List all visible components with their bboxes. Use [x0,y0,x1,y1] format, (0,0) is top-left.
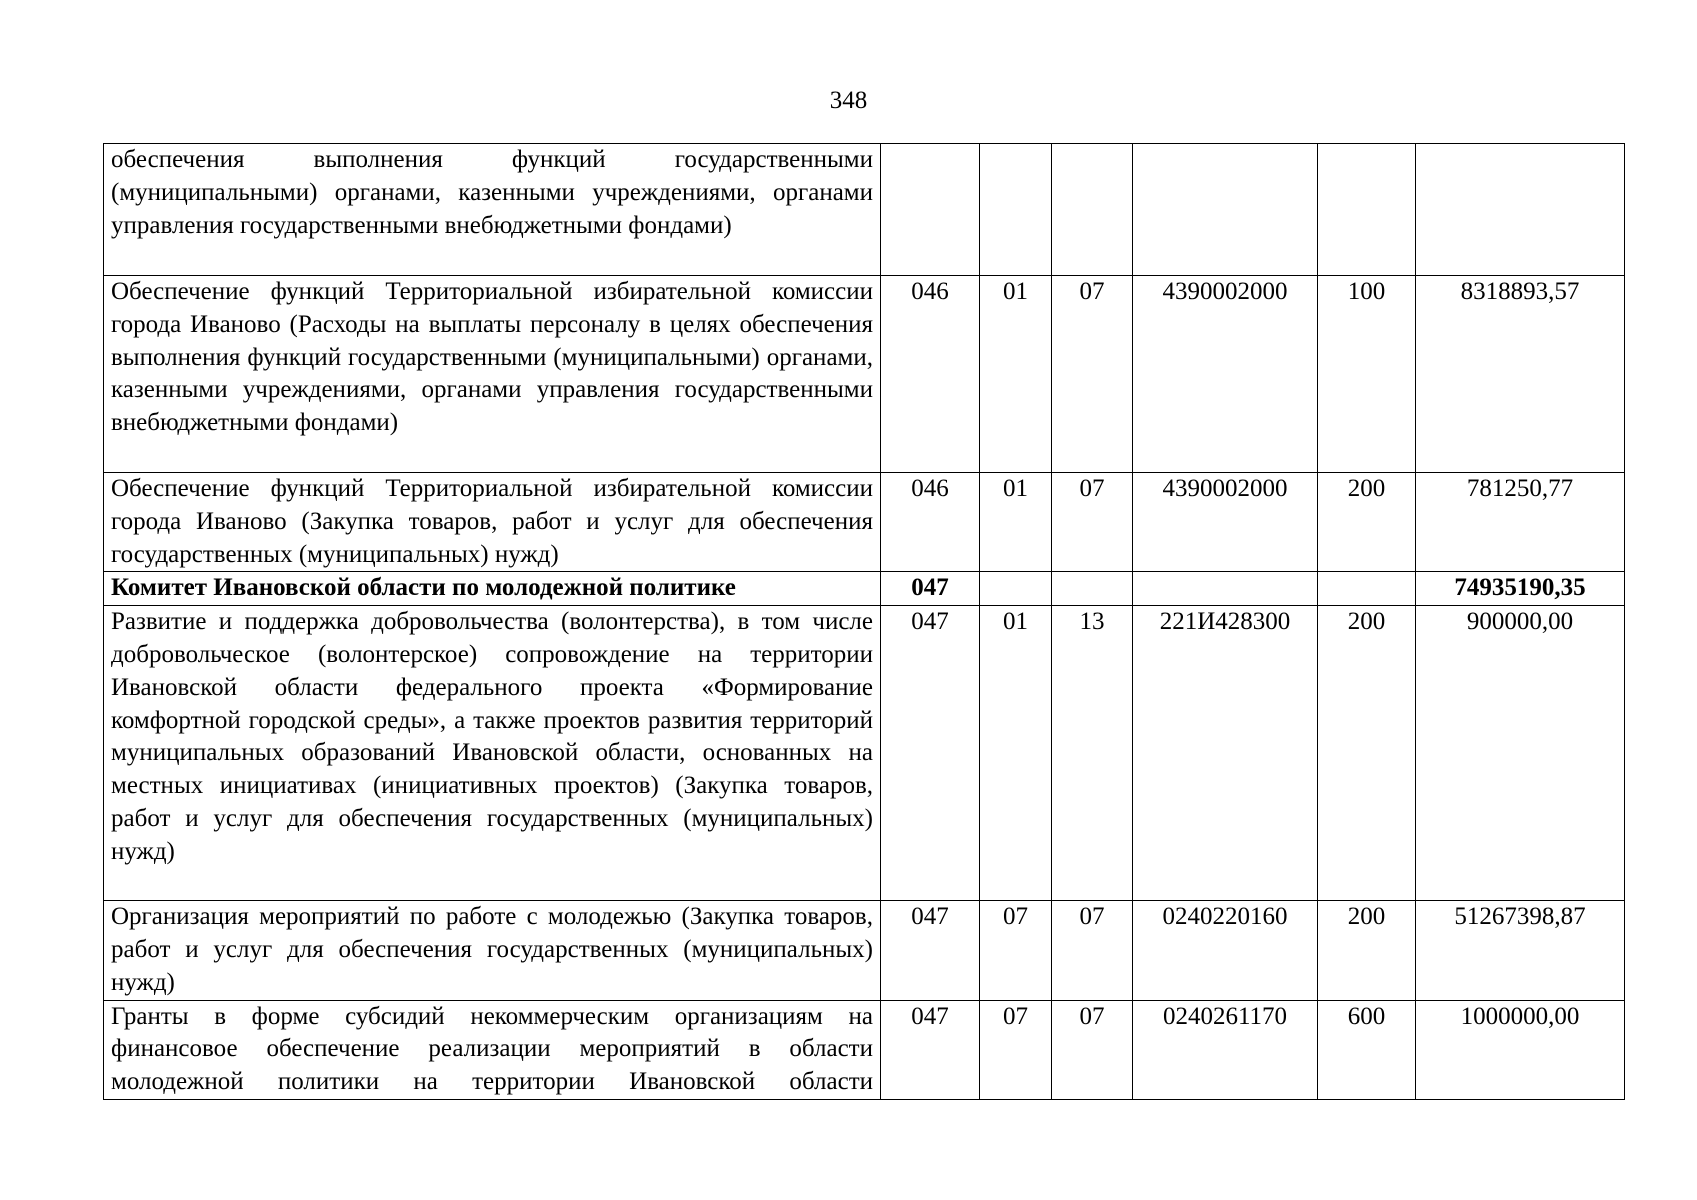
expense-type-code: 200 [1318,606,1416,901]
subsection-code: 07 [1052,1000,1133,1099]
target-code: 4390002000 [1133,473,1318,572]
amount: 74935190,35 [1416,572,1625,606]
row-description: Обеспечение функций Территориальной избирательной комиссии города Иваново (Расходы на выплаты персоналу в целях обеспечения выполнения функций государственными (муниципальными) органами, казенными учреждениями, органами управления государственными внебюджетными фондами) [104,276,881,473]
row-description: Развитие и поддержка добровольчества (волонтерства), в том числе добровольческое (волонтерское) сопровождение на территории Ивановской области федерального проекта «Формирование комфортной городской среды», а также проектов развития территорий муниципальных образований Ивановской области, основанных на местных инициативах (инициативных проектов) (Закупка товаров, работ и услуг для обеспечения государственных (муниципальных) нужд) [104,606,881,901]
target-code: 0240261170 [1133,1000,1318,1099]
amount [1416,144,1625,276]
subsection-code [1052,572,1133,606]
section-code: 01 [980,606,1052,901]
table-row [104,473,1625,572]
budget-table [103,143,1625,1100]
amount: 900000,00 [1416,606,1625,901]
ministry-code: 047 [881,606,980,901]
amount: 8318893,57 [1416,276,1625,473]
target-code: 221И428300 [1133,606,1318,901]
row-description: обеспечения выполнения функций государственными (муниципальными) органами, казенными учреждениями, органами управления государственными внебюджетными фондами) [104,144,881,276]
table-row [104,1000,1625,1099]
table-row [104,276,1625,473]
ministry-code [881,144,980,276]
target-code: 0240220160 [1133,901,1318,1000]
row-description: Организация мероприятий по работе с молодежью (Закупка товаров, работ и услуг для обеспечения государственных (муниципальных) нужд) [104,901,881,1000]
target-code [1133,572,1318,606]
row-description: Обеспечение функций Территориальной избирательной комиссии города Иваново (Закупка товаров, работ и услуг для обеспечения государственных (муниципальных) нужд) [104,473,881,572]
section-code: 01 [980,276,1052,473]
amount: 1000000,00 [1416,1000,1625,1099]
expense-type-code: 200 [1318,473,1416,572]
section-code: 07 [980,901,1052,1000]
row-description: Гранты в форме субсидий некоммерческим организациям на финансовое обеспечение реализации мероприятий в области молодежной политики на территории Ивановской области [104,1000,881,1099]
subsection-code: 07 [1052,276,1133,473]
expense-type-code: 100 [1318,276,1416,473]
table-row [104,901,1625,1000]
amount: 51267398,87 [1416,901,1625,1000]
section-code: 01 [980,473,1052,572]
table-row [104,144,1625,276]
ministry-code: 047 [881,901,980,1000]
ministry-code: 046 [881,473,980,572]
expense-type-code: 600 [1318,1000,1416,1099]
expense-type-code [1318,572,1416,606]
table-row-committee [104,572,1625,606]
ministry-code: 046 [881,276,980,473]
page-number: 348 [829,87,868,114]
target-code: 4390002000 [1133,276,1318,473]
section-code [980,144,1052,276]
section-code [980,572,1052,606]
expense-type-code [1318,144,1416,276]
row-description: Комитет Ивановской области по молодежной политике [104,572,881,606]
amount: 781250,77 [1416,473,1625,572]
subsection-code [1052,144,1133,276]
ministry-code: 047 [881,1000,980,1099]
target-code [1133,144,1318,276]
subsection-code: 13 [1052,606,1133,901]
subsection-code: 07 [1052,473,1133,572]
table-row [104,606,1625,901]
expense-type-code: 200 [1318,901,1416,1000]
section-code: 07 [980,1000,1052,1099]
subsection-code: 07 [1052,901,1133,1000]
ministry-code: 047 [881,572,980,606]
